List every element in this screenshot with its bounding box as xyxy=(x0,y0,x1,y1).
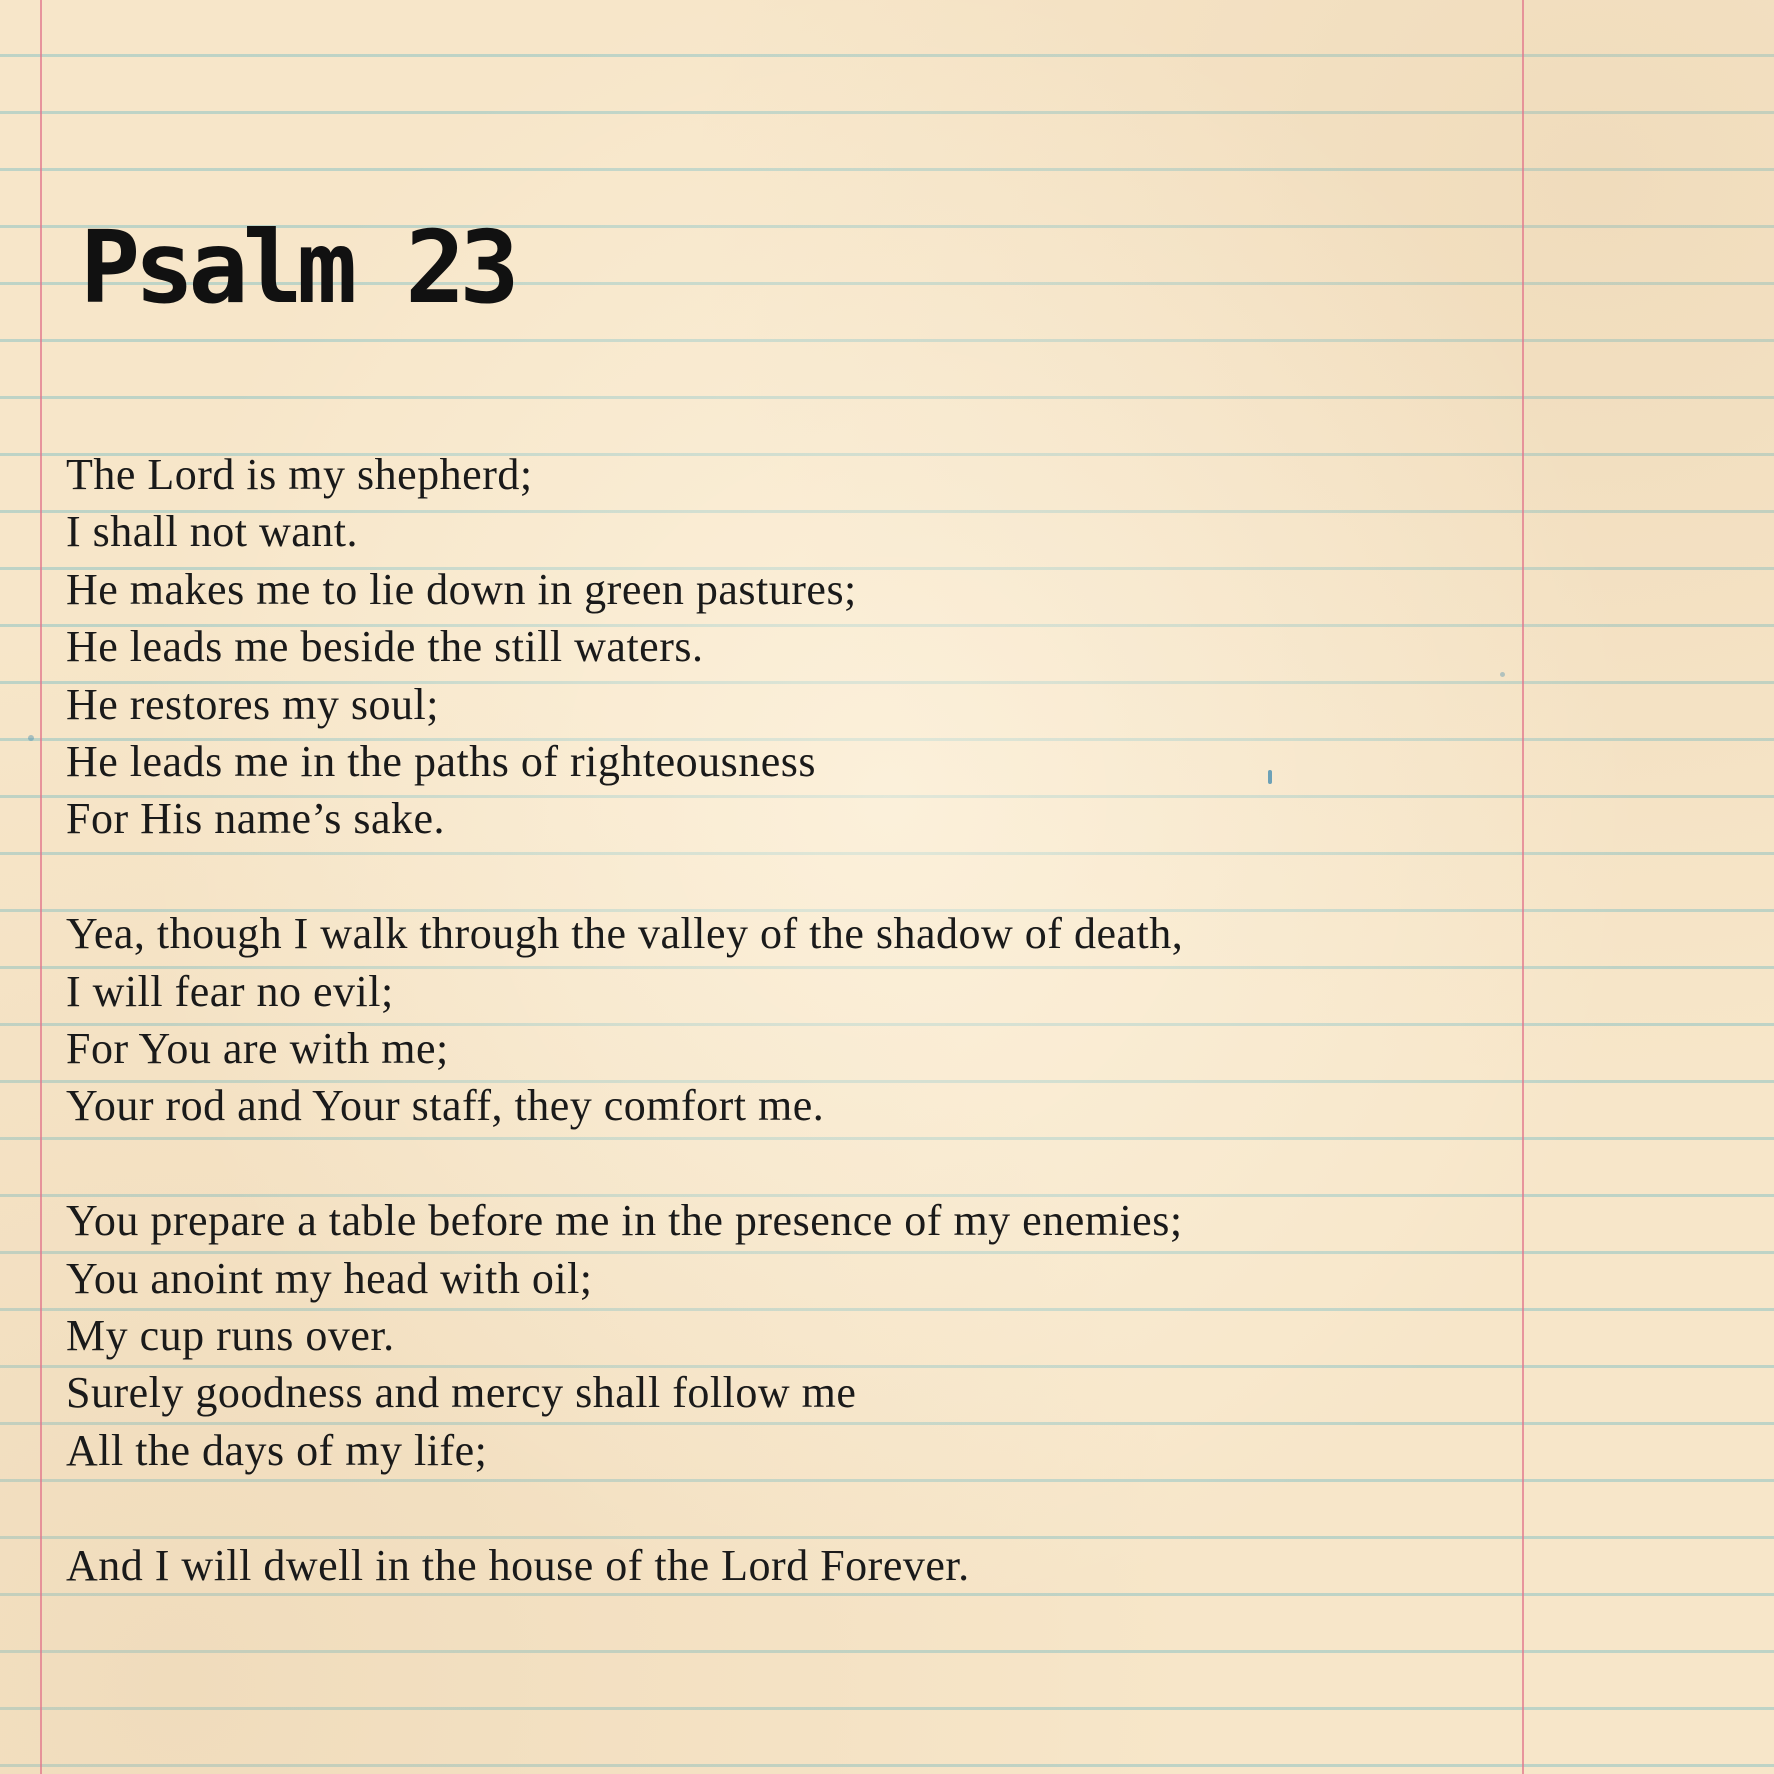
stanza xyxy=(66,905,1183,1135)
poem-line: My cup runs over. xyxy=(66,1311,395,1361)
poem-line: You prepare a table before me in the presence of my enemies; xyxy=(66,1196,1183,1246)
page-title: Psalm 23 xyxy=(80,209,514,326)
poem-line: He leads me in the paths of righteousness xyxy=(66,737,817,787)
poem-line: Surely goodness and mercy shall follow me xyxy=(66,1368,857,1418)
stanza xyxy=(66,1192,1183,1479)
poem-line: Your rod and Your staff, they comfort me. xyxy=(66,1081,825,1131)
poem-line: All the days of my life; xyxy=(66,1425,488,1475)
poem-line: For His name’s sake. xyxy=(66,794,446,844)
poem-line: He makes me to lie down in green pastures; xyxy=(66,564,857,614)
left-margin-line xyxy=(40,0,42,1774)
ink-speck xyxy=(28,735,34,741)
poem-line: You anoint my head with oil; xyxy=(66,1253,593,1303)
poem-line: I will fear no evil; xyxy=(66,966,394,1016)
psalm-text xyxy=(66,446,1183,1594)
stanza xyxy=(66,446,1183,848)
ink-speck xyxy=(1268,770,1272,784)
stanza xyxy=(66,1537,1183,1594)
poem-line: For You are with me; xyxy=(66,1024,449,1074)
poem-line: He leads me beside the still waters. xyxy=(66,622,704,672)
right-margin-line xyxy=(1522,0,1524,1774)
poem-line: Yea, though I walk through the valley of the shadow of death, xyxy=(66,909,1184,959)
ink-speck xyxy=(1500,672,1505,677)
poem-line: He restores my soul; xyxy=(66,679,439,729)
poem-line: The Lord is my shepherd; xyxy=(66,450,533,499)
poem-line: I shall not want. xyxy=(66,507,359,557)
poem-line: And I will dwell in the house of the Lord Forever. xyxy=(66,1540,970,1590)
